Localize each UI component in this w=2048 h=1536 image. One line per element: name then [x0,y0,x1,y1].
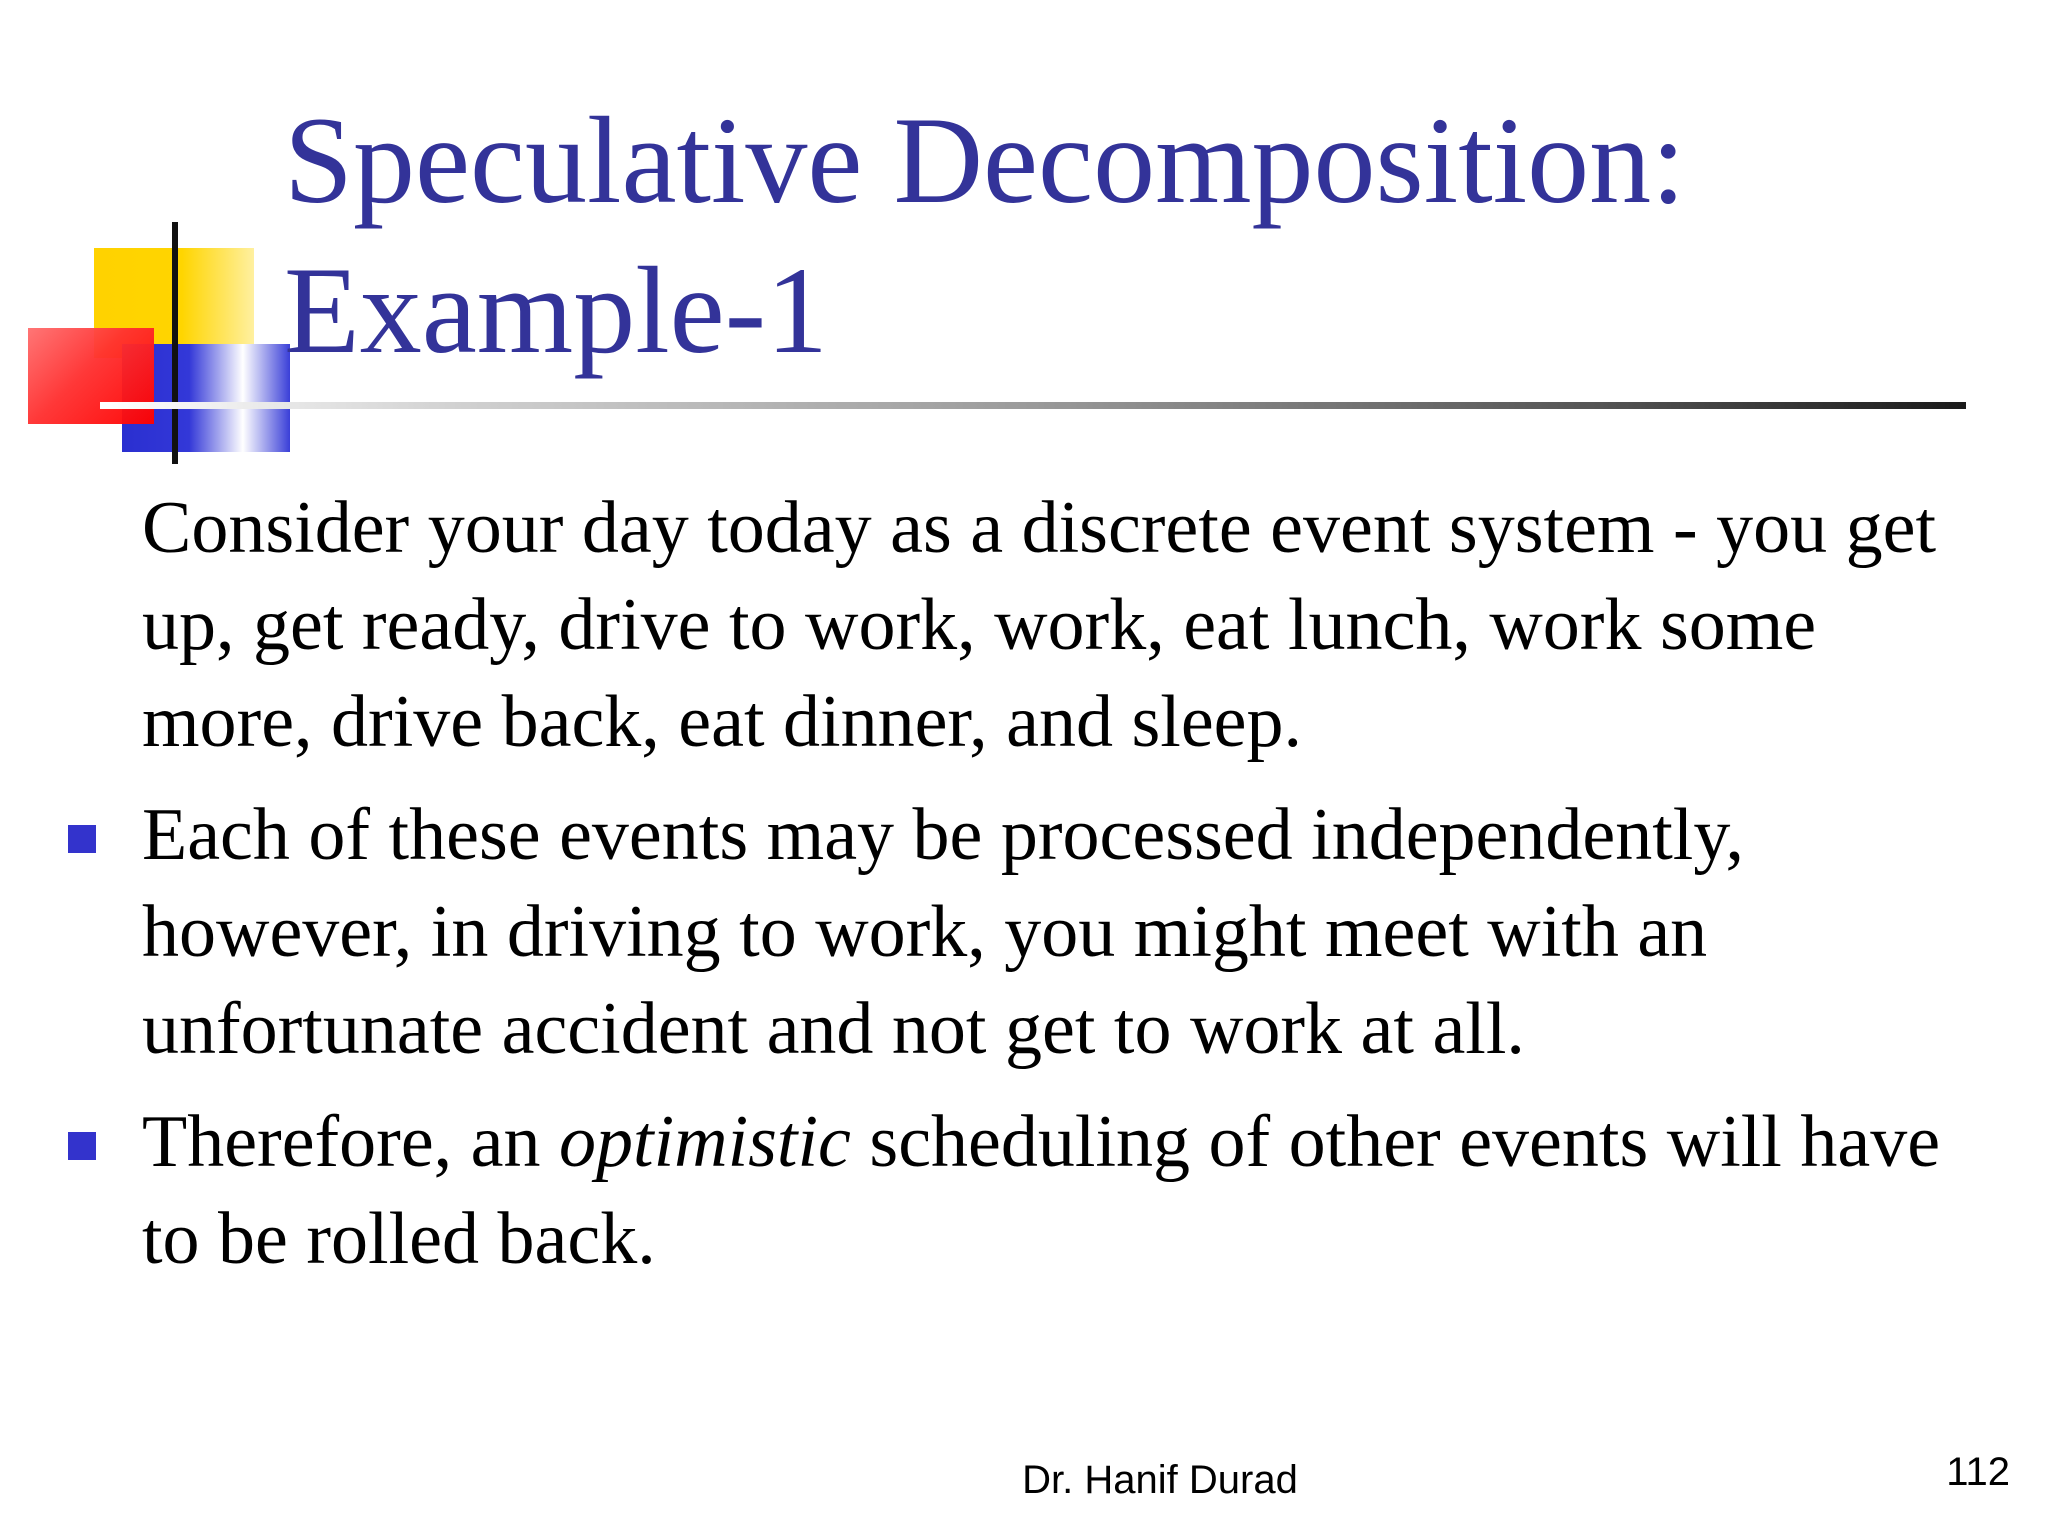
paragraph-intro [0,480,2002,771]
footer-author: Dr. Hanif Durad [1022,1458,1298,1502]
square-bullet-icon [68,1132,96,1160]
vertical-line-decoration [172,222,178,464]
title-underline-rule [100,402,1966,409]
bullet-item-events-text: Each of these events may be processed independently, however, in driving to work, you might meet with an unfortunate accident and not get to work at all. [142,794,1745,1070]
bullet-item-events [0,787,2002,1078]
slide-title [284,86,1984,386]
slide-title-line-2: Example-1 [284,242,829,379]
square-bullet-icon [68,825,96,853]
paragraph-intro-text: Consider your day today as a discrete event system - you get up, get ready, drive to work, work, eat lunch, work some more, drive back, eat dinner, and sleep. [142,487,1937,763]
red-square-decoration [28,328,154,424]
bullet-item-rollback-text-before: Therefore, an [142,1101,560,1183]
page-number: 112 [1946,1450,2010,1494]
bullet-item-rollback-text-after: scheduling of other events will have to be rolled back. [142,1101,1941,1280]
slide-body [0,480,2048,1288]
slide-title-line-1: Speculative Decomposition: [284,92,1686,229]
bullet-item-rollback [0,1094,2002,1288]
bullet-item-rollback-italic: optimistic [559,1101,851,1183]
